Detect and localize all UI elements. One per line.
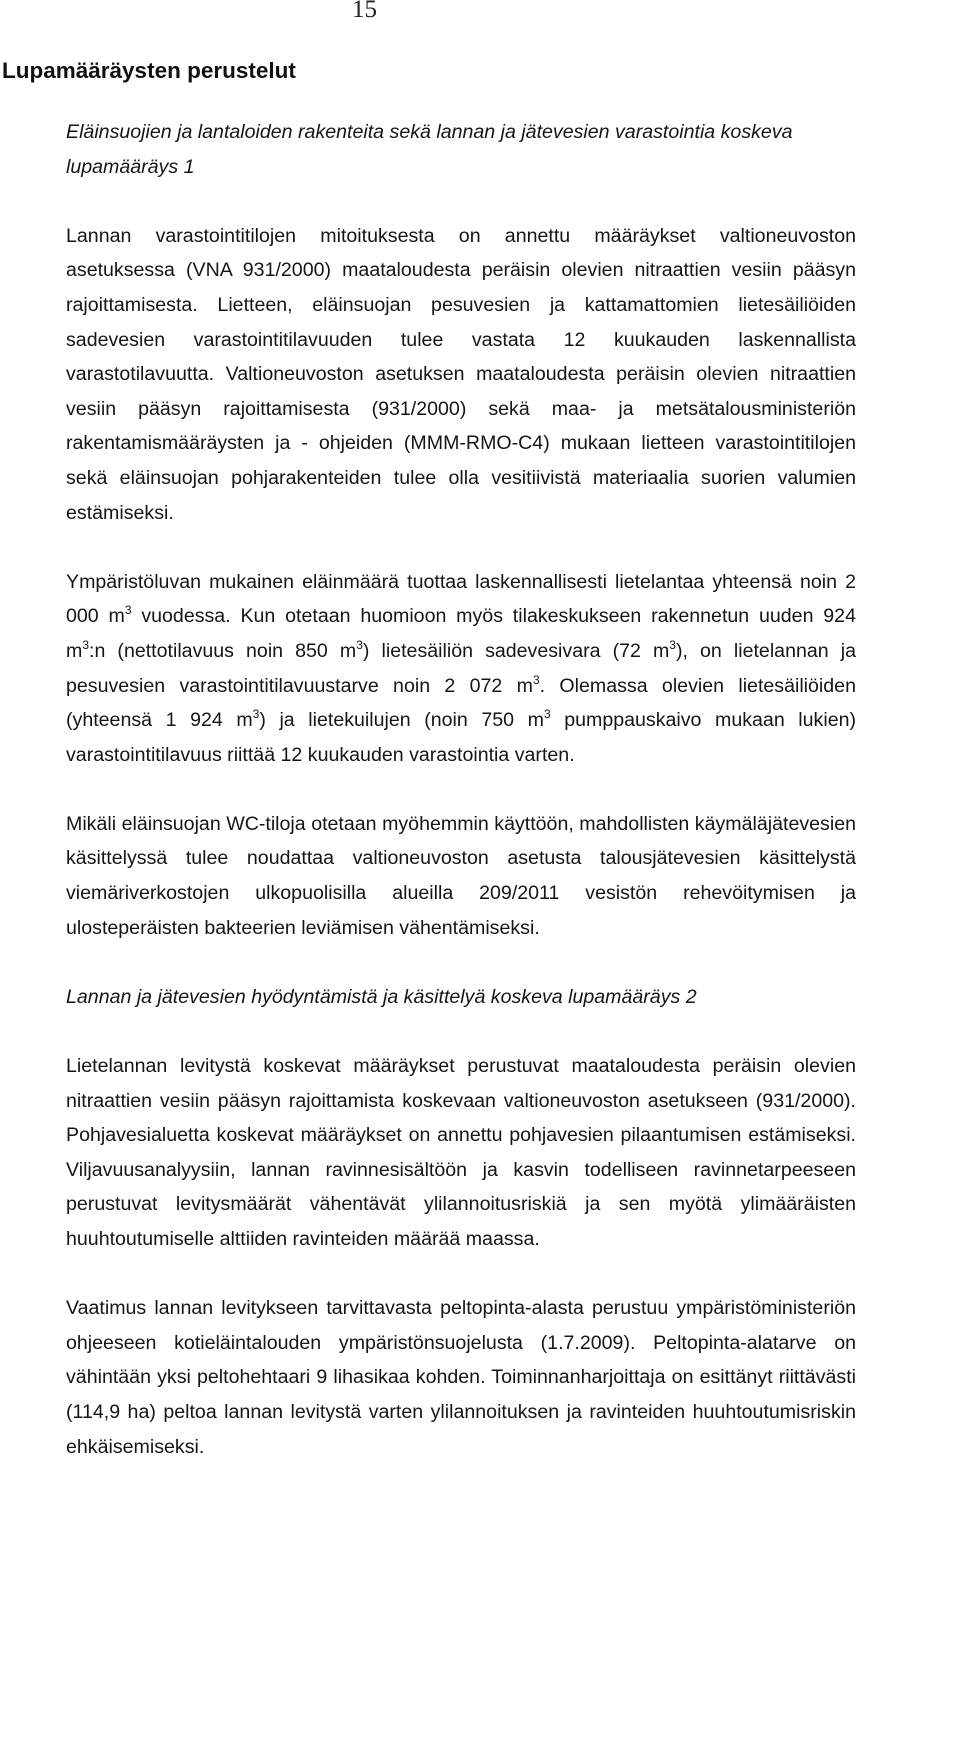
- paragraph-slurry-volume: Ympäristöluvan mukainen eläinmäärä tuottaa laskennallisesti lietelantaa yhteensä noin 2 000 $m^3$ vuodessa. Kun otetaan huomioon myös tilakeskukseen rakennetun uuden 924 $m^3:n$ (nettotilavuus noin 850 $m^3$) lietesäiliön sadevesivara (72 $m^3$), on lietelannan ja pesuvesien varastointitilavuustarve noin 2 072 $m^3$. Olemassa olevien lietesäiliöiden (yhteensä 1 924 $m^3$) ja lietekuilujen (noin 750 $m^3$ pumppauskaivo mukaan lukien) varastointitilavuus riittää 12 kuukauden varastointia varten.: [66, 570, 857, 766]
- section-subheading-1: Eläinsuojien ja lantaloiden rakenteita sekä lannan ja jätevesien varastointia koskeva lupamääräys 1: [66, 121, 793, 178]
- paragraph-wastewater: Mikäli eläinsuojan WC-tiloja otetaan myöhemmin käyttöön, mahdollisten käymäläjätevesien käsittelyssä tulee noudattaa valtioneuvoston asetusta talousjätevesien käsittelystä viemäriverkostojen ulkopuolisilla alueilla 209/2011 vesistön rehevöitymisen ja ulosteperäisten bakteerien leviämisen vähentämiseksi.: [66, 812, 856, 939]
- section-subheading-2: Lannan ja jätevesien hyödyntämistä ja käsittelyä koskeva lupamääräys 2: [66, 985, 697, 1008]
- paragraph-manure-storage: Lannan varastointitilojen mitoituksesta on annettu määräykset valtioneuvoston asetuksessa (VNA 931/2000) maataloudesta peräisin olevien nitraattien vesiin pääsyn rajoittamisesta. Lietteen, eläinsuojan pesuvesien ja kattamattomien lietesäiliöiden sadevesien varastointitilavuuden tulee vastata 12 kuukauden laskennallista varastotilavuutta. Valtioneuvoston asetuksen maataloudesta peräisin olevien nitraattien vesiin pääsyn rajoittamisesta (931/2000) sekä maa- ja metsätalousministeriön rakentamismääräysten ja - ohjeiden (MMM-RMO-C4) mukaan lietteen varastointitilojen sekä eläinsuojan pohjarakenteiden tulee olla vesitiivistä materiaalia suorien valumien estämiseksi.: [66, 224, 856, 524]
- document-body: [66, 115, 856, 1499]
- page-number: 15: [352, 0, 377, 23]
- document-heading: Lupamääräysten perustelut: [2, 58, 296, 83]
- paragraph-manure-spreading: Lietelannan levitystä koskevat määräykset perustuvat maataloudesta peräisin olevien nitraattien vesiin pääsyn rajoittamista koskevaan valtioneuvoston asetukseen (931/2000). Pohjavesialuetta koskevat määräykset on annettu pohjavesien pilaantumisen estämiseksi. Viljavuusanalyysiin, lannan ravinnesisältöön ja kasvin todelliseen ravinnetarpeeseen perustuvat levitysmäärät vähentävät ylilannoitusriskiä ja sen myötä ylimääräisten huuhtoutumiselle alttiiden ravinteiden määrää maassa.: [66, 1055, 856, 1250]
- paragraph-field-area: Vaatimus lannan levitykseen tarvittavasta peltopinta-alasta perustuu ympäristöministeriön ohjeeseen kotieläintalouden ympäristönsuojelusta (1.7.2009). Peltopinta-alatarve on vähintään yksi peltohehtaari 9 lihasikaa kohden. Toiminnanharjoittaja on esittänyt riittävästi (114,9 ha) peltoa lannan levitystä varten ylilannoituksen ja ravinteiden huuhtoutumisriskin ehkäisemiseksi.: [66, 1297, 856, 1458]
